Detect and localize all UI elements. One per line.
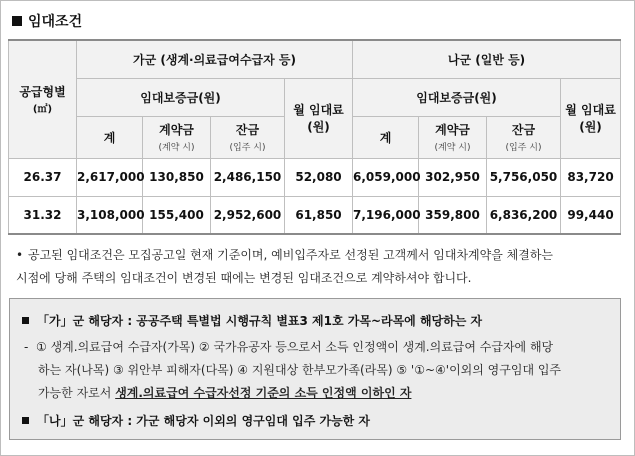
header-na-total: 계 xyxy=(353,116,419,158)
rent-conditions-table xyxy=(8,39,621,235)
cell-na-monthly: 83,720 xyxy=(561,158,621,196)
table-header-row-1 xyxy=(9,40,621,78)
notice-paragraph xyxy=(16,244,622,290)
dash-marker: - xyxy=(24,340,29,354)
cell-na-total: 7,196,000 xyxy=(353,196,419,234)
header-ga-total: 계 xyxy=(77,116,143,158)
cell-ga-balance: 2,486,150 xyxy=(211,158,285,196)
square-bullet-icon xyxy=(22,317,29,324)
header-na-monthly: 월 임대료 (원) xyxy=(561,78,621,158)
cell-na-balance: 6,836,200 xyxy=(487,196,561,234)
cell-ga-contract: 155,400 xyxy=(143,196,211,234)
cell-na-total: 6,059,000 xyxy=(353,158,419,196)
group-na-title: 「나」군 해당자 : 가군 해당자 이외의 영구임대 입주 가능한 자 xyxy=(22,412,370,429)
table-header-row-2 xyxy=(9,78,621,116)
cell-ga-contract: 130,850 xyxy=(143,158,211,196)
header-na-contract: 계약금 (계약 시) xyxy=(419,116,487,158)
header-na-balance: 잔금 (입주 시) xyxy=(487,116,561,158)
section-title: 임대조건 xyxy=(28,14,83,30)
notice-bullet: • xyxy=(16,248,24,262)
header-ga-contract: 계약금 (계약 시) xyxy=(143,116,211,158)
header-ga-monthly: 월 임대료 (원) xyxy=(285,78,353,158)
section-heading xyxy=(12,11,82,31)
cell-ga-total: 2,617,000 xyxy=(77,158,143,196)
cell-type: 26.37 xyxy=(9,158,77,196)
income-criteria-underlined: 생계.의료급여 수급자선정 기준의 소득 인정액 이하인 자 xyxy=(115,386,412,400)
group-ga-description: - ① 생계.의료급여 수급자(가목) ② 국가유공자 등으로서 소득 인정액이 생계.의료급여 수급자에 해당 하는 자(나목) ③ 위안부 피해자(다목) ④ 지원대상 한부모가족(라목) ⑤ '①~④'이외의 영구임대 입주 가능한 자로서 생계.의료급여 수급자선정 기준의 소득 인정액 이하인 자 xyxy=(24,336,614,405)
notice-line-2: 시점에 당해 주택의 임대조건이 변경된 때에는 변경된 임대조건으로 계약하셔야 합니다. xyxy=(16,271,472,285)
header-ga-deposit: 임대보증금(원) xyxy=(77,78,285,116)
cell-type: 31.32 xyxy=(9,196,77,234)
square-bullet-icon xyxy=(22,417,29,424)
square-bullet-icon xyxy=(12,16,22,26)
cell-na-contract: 302,950 xyxy=(419,158,487,196)
group-ga-title: 「가」군 해당자 : 공공주택 특별법 시행규칙 별표3 제1호 가목~라목에 해당하는 자 xyxy=(22,312,482,329)
cell-ga-monthly: 61,850 xyxy=(285,196,353,234)
eligibility-box xyxy=(9,298,621,440)
cell-ga-total: 3,108,000 xyxy=(77,196,143,234)
cell-na-balance: 5,756,050 xyxy=(487,158,561,196)
cell-ga-balance: 2,952,600 xyxy=(211,196,285,234)
header-group-ga: 가군 (생계·의료급여수급자 등) xyxy=(77,40,353,78)
header-supply-type: 공급형별 (㎡) xyxy=(9,40,77,158)
header-group-na: 나군 (일반 등) xyxy=(353,40,621,78)
table-row xyxy=(9,196,621,234)
cell-na-contract: 359,800 xyxy=(419,196,487,234)
notice-line-1: • 공고된 임대조건은 모집공고일 현재 기준이며, 예비입주자로 선정된 고객께서 임대차계약을 체결하는 xyxy=(16,244,622,267)
table-row xyxy=(9,158,621,196)
cell-ga-monthly: 52,080 xyxy=(285,158,353,196)
header-ga-balance: 잔금 (입주 시) xyxy=(211,116,285,158)
header-na-deposit: 임대보증금(원) xyxy=(353,78,561,116)
cell-na-monthly: 99,440 xyxy=(561,196,621,234)
